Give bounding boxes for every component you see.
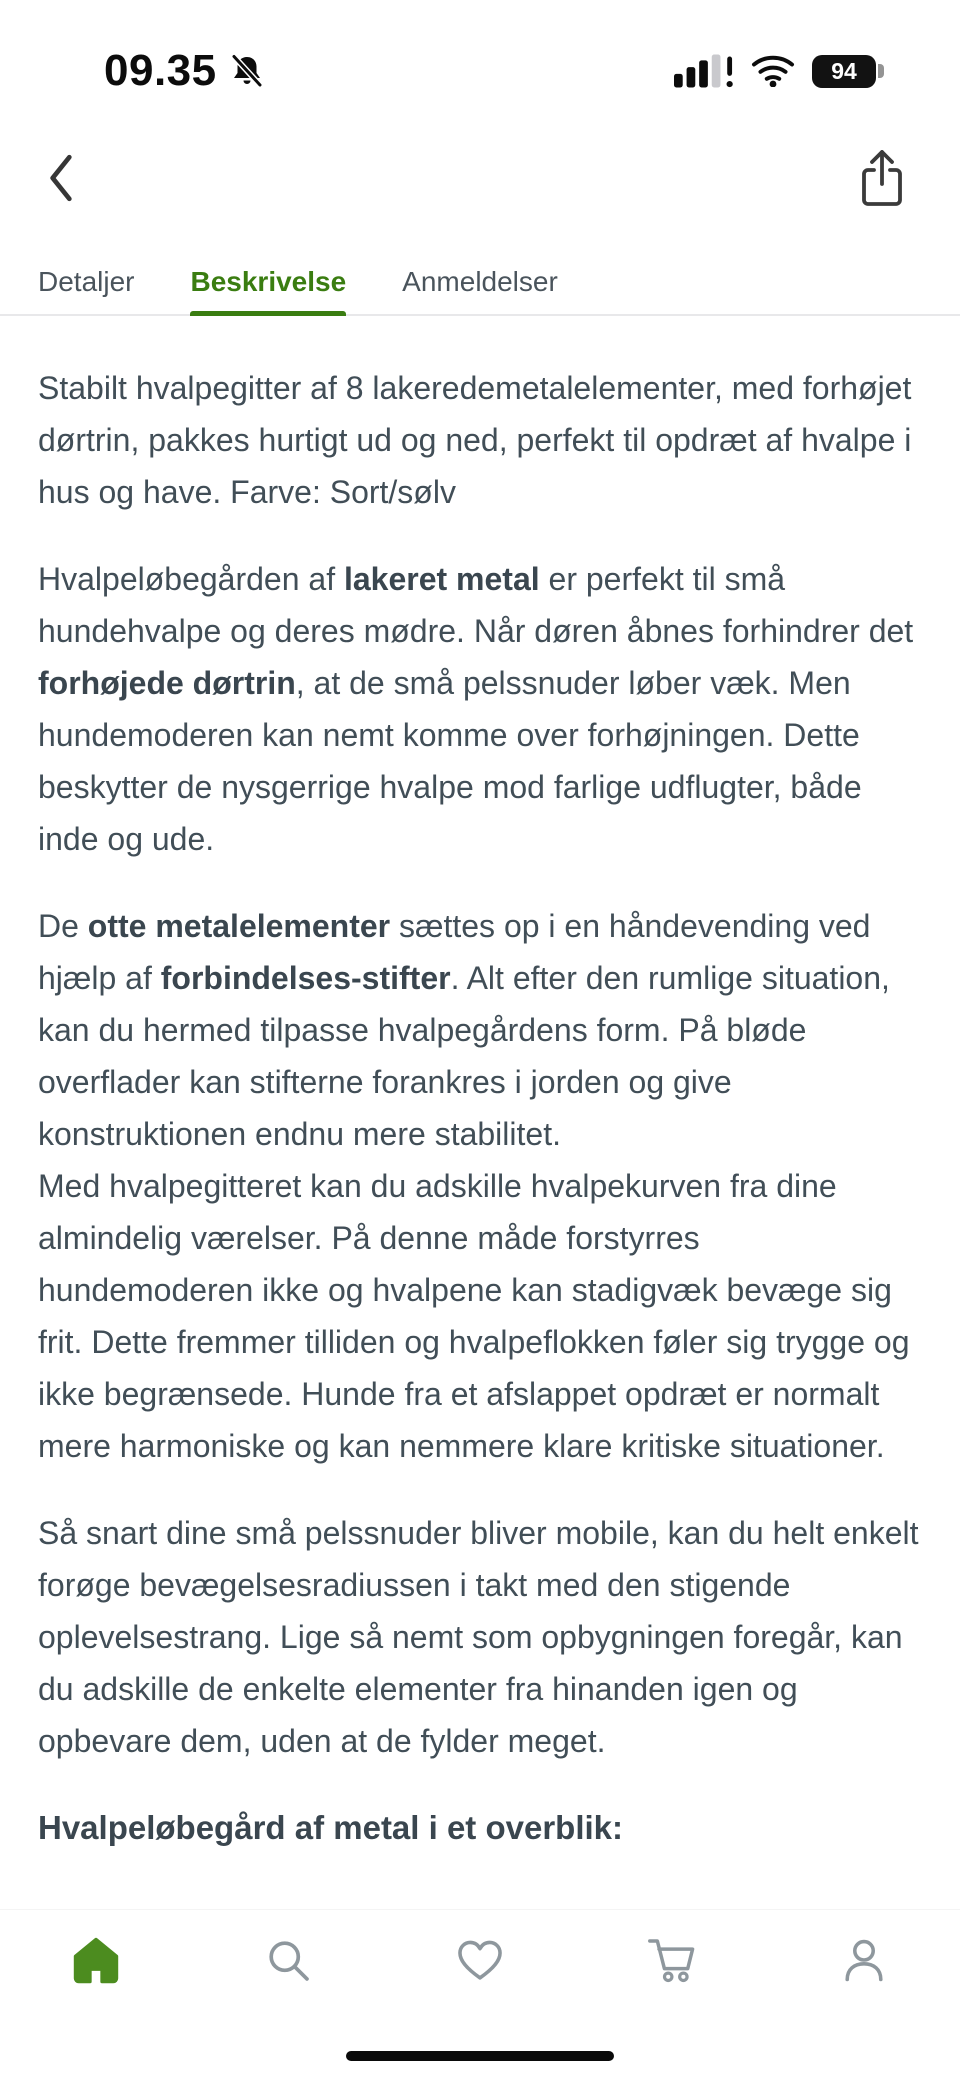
share-button[interactable] — [856, 148, 908, 208]
person-icon — [838, 1934, 890, 1986]
bottom-nav-search[interactable] — [192, 1934, 384, 1986]
heart-icon — [454, 1934, 506, 1986]
tab-bar — [0, 234, 960, 316]
back-button[interactable] — [46, 153, 76, 203]
cellular-signal-icon — [674, 54, 734, 88]
share-icon — [856, 148, 908, 208]
status-left — [104, 46, 265, 96]
description-body — [0, 318, 960, 2081]
tab-detaljer[interactable]: Detaljer — [38, 266, 135, 297]
status-bar — [0, 0, 960, 122]
back-chevron-icon — [46, 153, 76, 203]
bottom-nav-home[interactable] — [0, 1934, 192, 1986]
paragraph: De otte metalelementer sættes op i en håndevending ved hjælp af forbindelses-stifter. Alt efter den rumlige situation, kan du hermed tilpasse hvalpegårdens form. På bløde overflader kan stifterne forankres i jorden og give konstruktionen endnu mere stabilitet. — [38, 908, 890, 1152]
paragraph: Med hvalpegitteret kan du adskille hvalpekurven fra dine almindelig værelser. På denne måde forstyrres hundemoderen ikke og hvalpene kan stadigvæk bevæge sig frit. Dette fremmer tilliden og hvalpeflokken føler sig trygge og ikke begrænsede. Hunde fra et afslappet opdræt er normalt mere harmoniske og kan nemmere klare kritiske situationer. — [38, 1168, 910, 1464]
battery-level: 94 — [812, 55, 876, 88]
paragraph: Så snart dine små pelssnuder bliver mobile, kan du helt enkelt forøge bevægelsesradiussen i takt med den stigende oplevelsestrang. Lige så nemt som opbygningen foregår, kan du adskille de enkelte elementer fra hinanden igen og opbevare dem, uden at de fylder meget. — [38, 1515, 919, 1759]
bell-muted-icon — [229, 53, 265, 89]
bottom-nav-account[interactable] — [768, 1934, 960, 1986]
tab-beskrivelse[interactable]: Beskrivelse — [190, 266, 347, 297]
battery-nub — [878, 64, 884, 78]
bottom-nav-favorites[interactable] — [384, 1934, 576, 1986]
home-icon — [70, 1934, 122, 1986]
paragraph: Stabilt hvalpegitter af 8 lakeredemetalelementer, med forhøjet dørtrin, pakkes hurtigt ud og ned, perfekt til opdræt af hvalpe i hus og have. Farve: Sort/sølv — [38, 370, 912, 510]
tab-anmeldelser[interactable]: Anmeldelser — [402, 266, 558, 297]
search-icon — [262, 1934, 314, 1986]
section-heading: Hvalpeløbegård af metal i et overblik: — [38, 1809, 624, 1846]
paragraph: Hvalpeløbegården af lakeret metal er perfekt til små hundehvalpe og deres mødre. Når døren åbnes forhindrer det forhøjede dørtrin, at de små pelssnuder løber væk. Men hundemoderen kan nemt komme over forhøjningen. Dette beskytter de nysgerrige hvalpe mod farlige udflugter, både inde og ude. — [38, 561, 914, 857]
cart-icon — [646, 1934, 698, 1986]
status-time: 09.35 — [104, 46, 217, 95]
wifi-icon — [751, 55, 795, 87]
status-right — [674, 54, 884, 88]
nav-row — [0, 122, 960, 234]
home-indicator[interactable] — [346, 2051, 614, 2061]
bottom-nav-cart[interactable] — [576, 1934, 768, 1986]
battery-icon — [812, 55, 884, 88]
